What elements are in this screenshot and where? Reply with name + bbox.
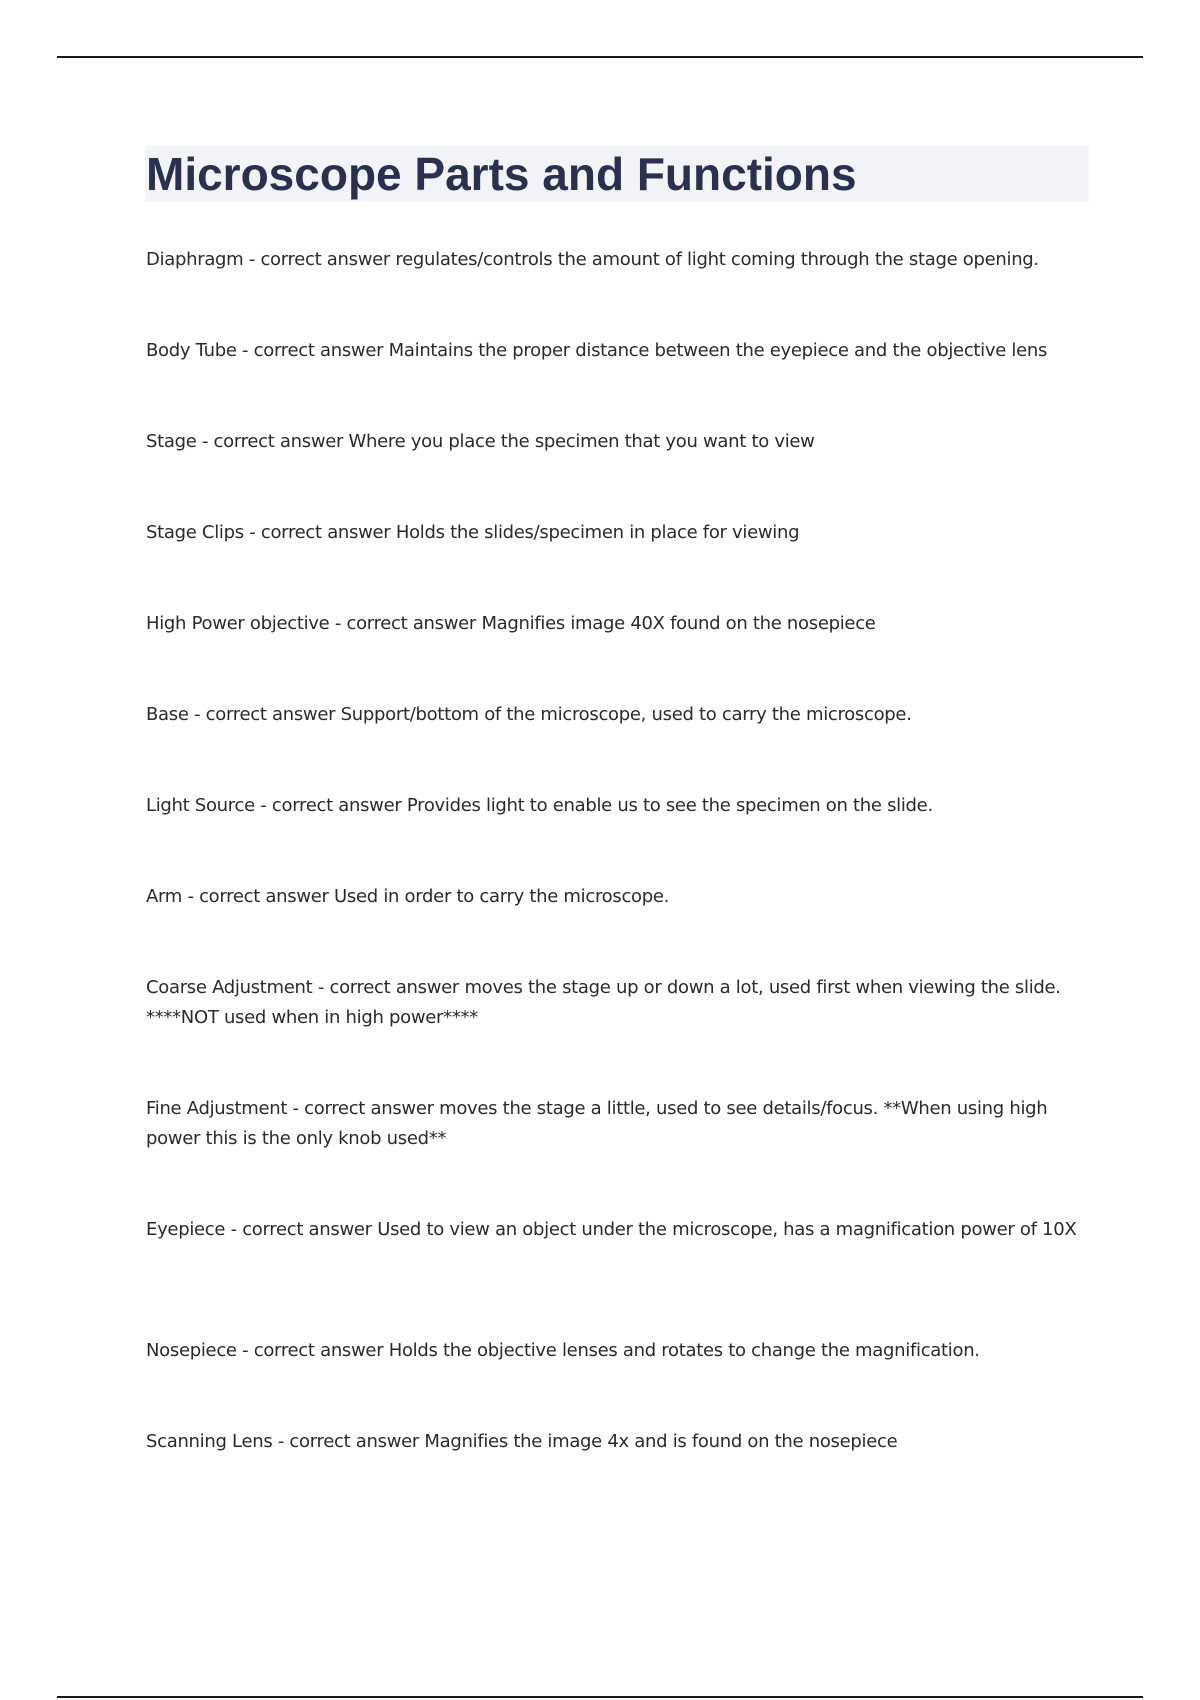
page-title: Microscope Parts and Functions [146, 148, 857, 200]
entry-nosepiece: Nosepiece - correct answer Holds the objective lenses and rotates to change the magnification. [146, 1340, 980, 1361]
entry-stage-clips: Stage Clips - correct answer Holds the slides/specimen in place for viewing [146, 522, 800, 543]
entry-arm: Arm - correct answer Used in order to carry the microscope. [146, 886, 670, 907]
entry-base: Base - correct answer Support/bottom of the microscope, used to carry the microscope. [146, 704, 912, 725]
entry-light-source: Light Source - correct answer Provides light to enable us to see the specimen on the slide. [146, 795, 933, 816]
entry-scanning-lens: Scanning Lens - correct answer Magnifies the image 4x and is found on the nosepiece [146, 1431, 898, 1452]
entry-diaphragm: Diaphragm - correct answer regulates/controls the amount of light coming through the stage opening. [146, 249, 1039, 270]
entry-coarse-adjustment: Coarse Adjustment - correct answer moves the stage up or down a lot, used first when viewing the slide. ****NOT used when in high power**** [146, 977, 1061, 1028]
entry-stage: Stage - correct answer Where you place the specimen that you want to view [146, 431, 815, 452]
entry-body-tube: Body Tube - correct answer Maintains the proper distance between the eyepiece and the objective lens [146, 340, 1048, 361]
bottom-rule [57, 1696, 1143, 1698]
entry-fine-adjustment: Fine Adjustment - correct answer moves the stage a little, used to see details/focus. **When using high power this is the only knob used** [146, 1098, 1048, 1149]
entry-high-power-objective: High Power objective - correct answer Magnifies image 40X found on the nosepiece [146, 613, 876, 634]
entry-eyepiece: Eyepiece - correct answer Used to view an object under the microscope, has a magnification power of 10X [146, 1219, 1077, 1240]
top-rule [57, 56, 1143, 58]
